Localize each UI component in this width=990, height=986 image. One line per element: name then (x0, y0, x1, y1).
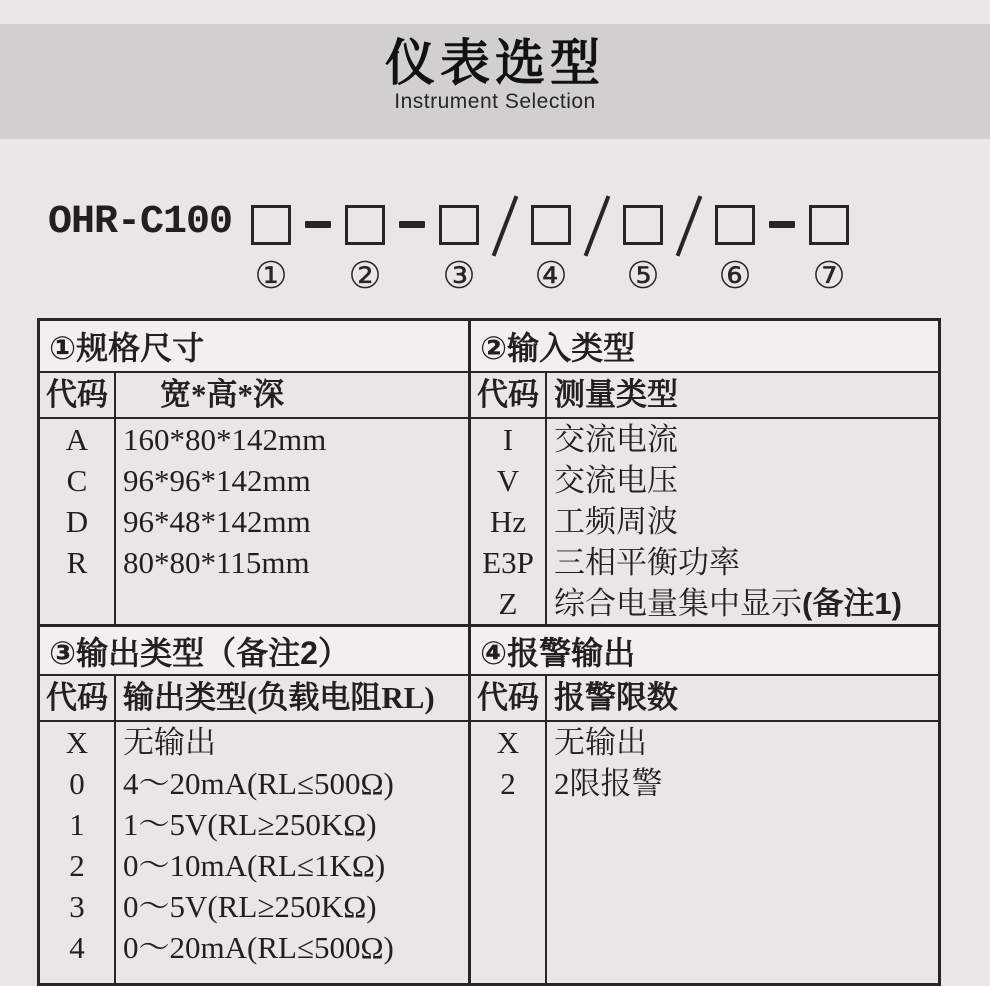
spec-col-code-label: 代码 (40, 373, 116, 417)
spec-section-header: ①规格尺寸 (40, 321, 468, 373)
slash-separator (584, 195, 611, 256)
input-row-code: Z (498, 586, 518, 621)
spec-column-header (40, 373, 468, 419)
alarm-row-value: 无输出 (554, 725, 647, 760)
output-value-column (116, 722, 468, 983)
model-slot-6 (712, 198, 758, 296)
alarm-section-header: ④报警输出 (471, 624, 938, 676)
input-row-note: (备注1) (802, 586, 902, 621)
model-slot-4 (528, 198, 574, 296)
alarm-code-column (471, 722, 547, 983)
input-row-code: Hz (489, 504, 527, 539)
input-col-code-label: 代码 (471, 373, 547, 417)
output-row-code: 4 (69, 930, 85, 965)
spec-row-value: 96*48*142mm (123, 504, 311, 539)
output-row-code: X (65, 725, 89, 760)
alarm-col-value-label: 报警限数 (554, 680, 678, 715)
input-row-value: 三相平衡功率 (554, 545, 740, 580)
spec-col-value-label: 宽*高*深 (160, 377, 284, 412)
spec-row-code: C (66, 463, 88, 498)
model-slot-number-4: ④ (534, 254, 568, 297)
alarm-column-header (471, 676, 938, 722)
input-row-code: E3P (482, 545, 534, 580)
model-box-7 (809, 205, 849, 245)
model-slot-number-3: ③ (442, 254, 476, 297)
spec-row-code: R (66, 545, 88, 580)
selection-table-right-half (471, 321, 938, 983)
input-row-code: I (502, 422, 514, 457)
model-slot-1 (248, 198, 294, 296)
input-row-value (554, 583, 938, 624)
spec-table-body (40, 419, 468, 624)
output-code-column (40, 722, 116, 983)
spec-row-value: 96*96*142mm (123, 463, 311, 498)
spec-row-code: A (65, 422, 89, 457)
model-code-line (48, 198, 852, 296)
slash-separator (676, 195, 703, 256)
input-row-value: 工频周波 (554, 504, 678, 539)
output-row-code: 1 (69, 807, 85, 842)
model-box-4 (531, 205, 571, 245)
alarm-value-column (547, 722, 938, 983)
model-slot-7 (806, 198, 852, 296)
spec-code-column (40, 419, 116, 624)
alarm-table-body (471, 722, 938, 983)
output-row-value: 4～20mA(RL≤500Ω) (123, 766, 394, 801)
model-slot-number-2: ② (348, 254, 382, 297)
page-title: 仪表选型 (385, 35, 605, 91)
dash-separator (399, 221, 425, 228)
model-box-5 (623, 205, 663, 245)
input-table-body (471, 419, 938, 624)
input-row-value: 交流电压 (554, 463, 678, 498)
output-row-value: 无输出 (123, 725, 216, 760)
input-row-value: 交流电流 (554, 422, 678, 457)
output-row-code: 2 (69, 848, 85, 883)
alarm-row-code: 2 (500, 766, 516, 801)
selection-table (37, 318, 941, 986)
output-row-value: 0～20mA(RL≤500Ω) (123, 930, 394, 965)
selection-table-left-half (40, 321, 471, 983)
model-prefix: OHR-C100 (48, 200, 233, 245)
output-col-code-label: 代码 (40, 676, 116, 720)
input-column-header (471, 373, 938, 419)
model-slot-number-1: ① (254, 254, 288, 297)
output-column-header (40, 676, 468, 722)
model-slot-5 (620, 198, 666, 296)
output-col-value-label: 输出类型(负载电阻RL) (123, 680, 435, 715)
output-row-value: 0～5V(RL≥250KΩ) (123, 889, 377, 924)
model-slot-number-6: ⑥ (718, 254, 752, 297)
output-row-code: 0 (69, 766, 85, 801)
input-section-header: ②输入类型 (471, 321, 938, 373)
model-box-6 (715, 205, 755, 245)
model-slot-number-5: ⑤ (626, 254, 660, 297)
output-row-code: 3 (69, 889, 85, 924)
output-section-header: ③输出类型（备注2） (40, 624, 468, 676)
output-table-body (40, 722, 468, 983)
alarm-col-code-label: 代码 (471, 676, 547, 720)
title-band (0, 24, 990, 139)
slash-separator (492, 195, 519, 256)
input-value-column (547, 419, 938, 624)
model-box-1 (251, 205, 291, 245)
model-slot-number-7: ⑦ (812, 254, 846, 297)
output-row-value: 0～10mA(RL≤1KΩ) (123, 848, 386, 883)
model-box-2 (345, 205, 385, 245)
alarm-row-code: X (496, 725, 520, 760)
model-slot-3 (436, 198, 482, 296)
spec-row-value: 80*80*115mm (123, 545, 310, 580)
input-row-code: V (496, 463, 520, 498)
model-slot-2 (342, 198, 388, 296)
model-box-3 (439, 205, 479, 245)
input-col-value-label: 测量类型 (554, 377, 678, 412)
spec-row-code: D (65, 504, 89, 539)
page-subtitle: Instrument Selection (394, 90, 596, 113)
output-row-value: 1～5V(RL≥250KΩ) (123, 807, 377, 842)
input-row-value-text: 综合电量集中显示 (554, 586, 802, 621)
alarm-row-value: 2限报警 (554, 766, 663, 801)
dash-separator (305, 221, 331, 228)
spec-value-column (116, 419, 468, 624)
spec-row-value: 160*80*142mm (123, 422, 327, 457)
dash-separator (769, 221, 795, 228)
input-code-column (471, 419, 547, 624)
